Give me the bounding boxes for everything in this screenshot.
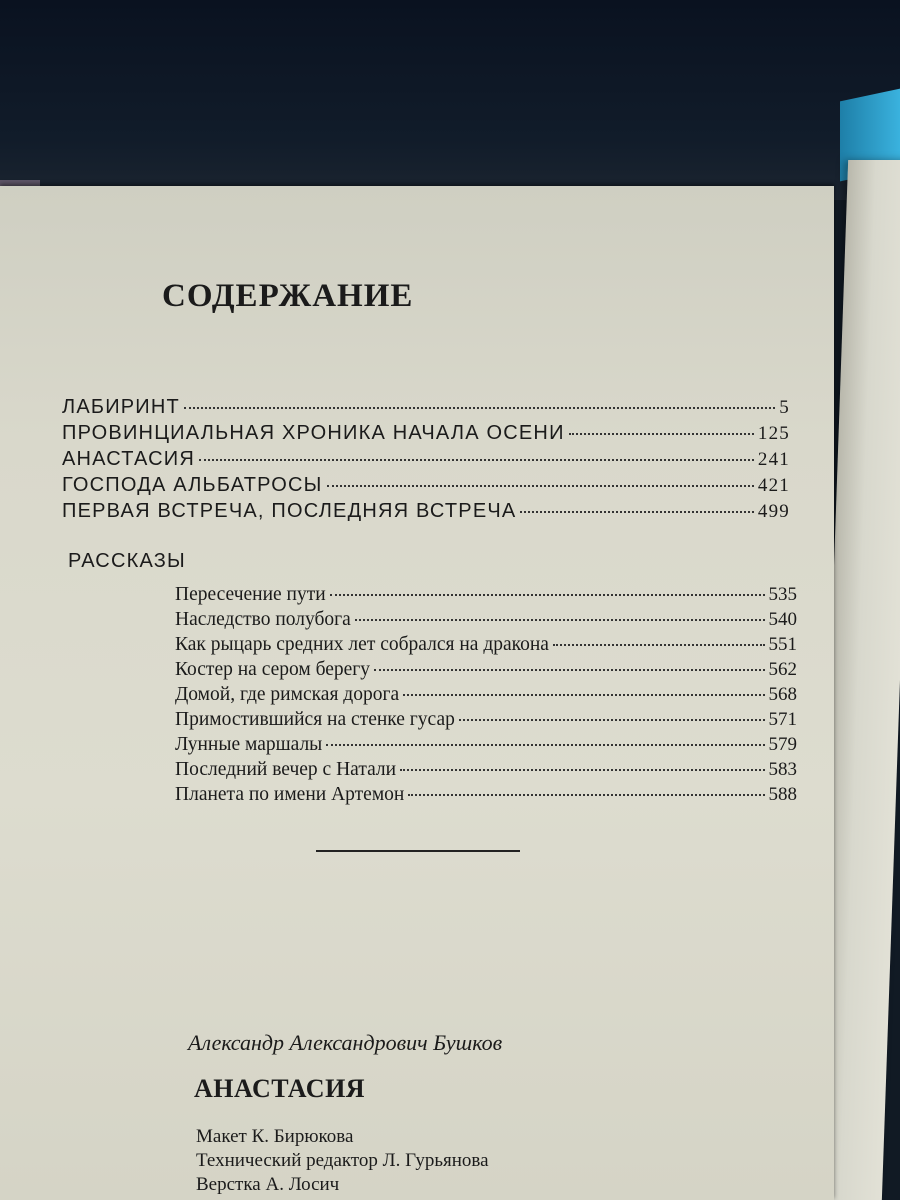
toc-entry (62, 422, 790, 448)
story-page: 562 (768, 659, 797, 680)
book-page (0, 186, 834, 1200)
story-entry (175, 759, 797, 784)
story-label: Лунные маршалы (175, 734, 323, 755)
story-entry (175, 684, 797, 709)
toc-entry-page: 421 (757, 475, 790, 496)
page-content (0, 186, 834, 1200)
story-label: Последний вечер с Натали (175, 759, 397, 780)
toc-entry-label: ЛАБИРИНТ (62, 396, 180, 418)
story-label: Наследство полубога (175, 609, 351, 630)
story-label: Костер на сером берегу (175, 659, 371, 680)
credit-line: Технический редактор Л. Гурьянова (196, 1150, 489, 1171)
author-name: Александр Александрович Бушков (188, 1030, 503, 1055)
story-page: 551 (768, 634, 797, 655)
story-page: 579 (768, 734, 797, 755)
dot-leader (355, 619, 765, 621)
toc-entry-label: ГОСПОДА АЛЬБАТРОСЫ (62, 474, 323, 496)
credit-line: Верстка А. Лосич (196, 1174, 340, 1195)
story-label: Пересечение пути (175, 584, 326, 605)
dot-leader (199, 459, 754, 461)
story-entry (175, 659, 797, 684)
story-entry (175, 609, 797, 634)
dot-leader (327, 485, 754, 487)
story-entry (175, 584, 797, 609)
story-label: Примостившийся на стенке гусар (175, 709, 455, 730)
story-entry (175, 734, 797, 759)
story-label: Домой, где римская дорога (175, 684, 400, 705)
toc-entry-page: 125 (757, 423, 790, 444)
toc-entry (62, 474, 790, 500)
dot-leader (184, 407, 775, 409)
toc-entry-page: 499 (757, 501, 790, 522)
toc-entry (62, 500, 790, 526)
dot-leader (459, 719, 765, 721)
section-title: РАССКАЗЫ (68, 550, 186, 572)
dot-leader (326, 744, 764, 746)
dot-leader (408, 794, 764, 796)
dot-leader (569, 433, 754, 435)
story-entry (175, 784, 797, 809)
story-label: Планета по имени Артемон (175, 784, 405, 805)
story-page: 571 (768, 709, 797, 730)
dot-leader (403, 694, 764, 696)
toc-entry-label: ПРОВИНЦИАЛЬНАЯ ХРОНИКА НАЧАЛА ОСЕНИ (62, 422, 565, 444)
toc-entry-page: 5 (779, 397, 790, 418)
credit-line: Макет К. Бирюкова (196, 1126, 354, 1147)
toc-entry-label: ПЕРВАЯ ВСТРЕЧА, ПОСЛЕДНЯЯ ВСТРЕЧА (62, 500, 517, 522)
story-page: 540 (768, 609, 797, 630)
story-page: 568 (768, 684, 797, 705)
toc-title: СОДЕРЖАНИЕ (162, 278, 414, 314)
toc-entry-label: АНАСТАСИЯ (62, 448, 195, 470)
story-entry (175, 634, 797, 659)
story-label: Как рыцарь средних лет собрался на дракона (175, 634, 549, 655)
divider-rule (316, 850, 520, 852)
story-page: 583 (768, 759, 797, 780)
dark-background (0, 0, 900, 200)
dot-leader (553, 644, 765, 646)
dot-leader (374, 669, 764, 671)
story-page: 588 (768, 784, 797, 805)
story-page: 535 (768, 584, 797, 605)
dot-leader (520, 511, 753, 513)
story-entry (175, 709, 797, 734)
toc-entry (62, 396, 790, 422)
dot-leader (330, 594, 765, 596)
toc-entry-page: 241 (757, 449, 790, 470)
book-title: АНАСТАСИЯ (194, 1074, 366, 1103)
dot-leader (400, 769, 764, 771)
toc-entry (62, 448, 790, 474)
